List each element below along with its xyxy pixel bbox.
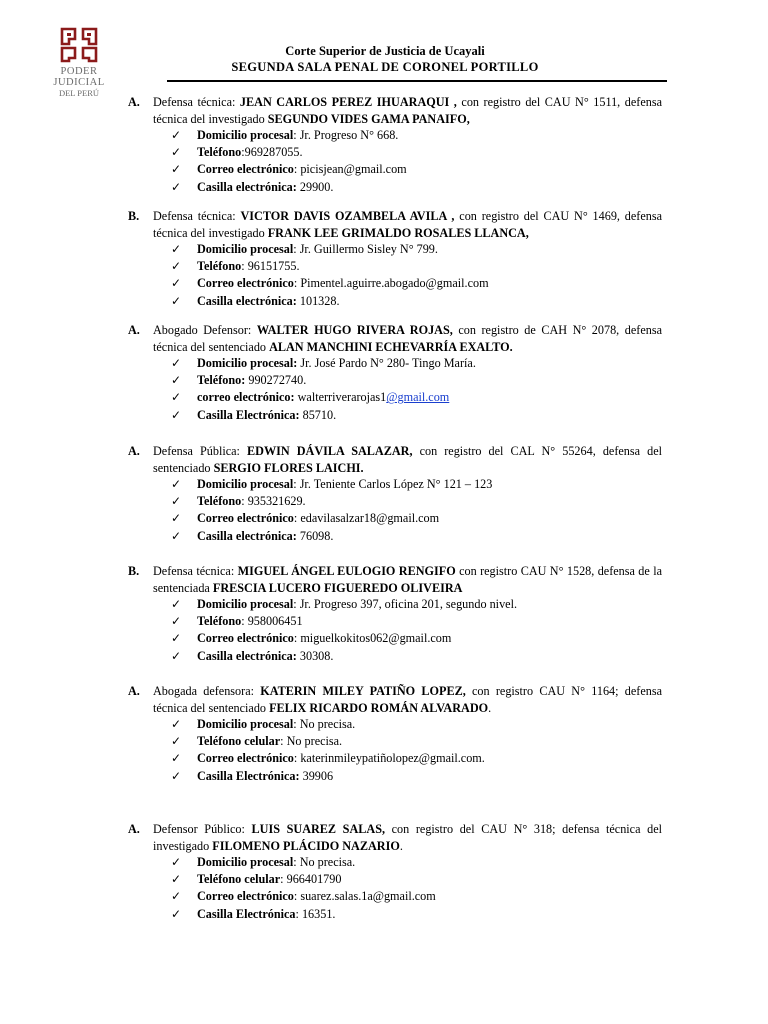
checkmark-icon: ✓: [171, 751, 182, 766]
client-name: FELIX RICARDO ROMÁN ALVARADO: [269, 700, 489, 715]
contact-value: Jr. Progreso N° 668.: [299, 128, 399, 142]
contact-label: Domicilio procesal: [197, 477, 294, 491]
contact-value: katerinmileypatiñolopez@gmail.com.: [300, 751, 485, 766]
entry-role: Abogado Defensor:: [153, 323, 257, 337]
defense-entry: [128, 563, 662, 665]
contact-separator: :: [293, 889, 301, 904]
contact-label: Correo electrónico: [197, 889, 294, 904]
header-divider: [167, 80, 667, 82]
checkmark-icon: ✓: [171, 855, 182, 869]
contact-separator: :: [293, 511, 301, 526]
contact-value: 101328.: [299, 293, 340, 308]
contact-item: [171, 476, 662, 493]
contact-value: 958006451: [247, 614, 303, 629]
contact-item: [171, 389, 662, 406]
checkmark-icon: ✓: [171, 276, 182, 291]
entry-letter: A.: [128, 323, 140, 337]
checkmark-icon: ✓: [171, 145, 182, 160]
contact-value: 39906: [302, 768, 334, 783]
entry-role: Defensa técnica:: [153, 209, 241, 223]
contact-label: Teléfono:: [197, 373, 246, 388]
entry-letter: A.: [128, 684, 140, 698]
entry-role: Defensor Público:: [153, 822, 252, 836]
checkmark-icon: ✓: [171, 906, 182, 921]
contact-list: [128, 241, 662, 310]
contact-value: walterriverarojas1: [297, 390, 387, 405]
contact-item: [171, 144, 662, 161]
entry-registration: con registro CAU N° 1164; defensa técnica del sentenciado: [153, 684, 662, 715]
contact-separator: :: [293, 242, 300, 256]
entry-registration: con registro del CAL N° 55264, defensa del sentenciado: [153, 444, 663, 475]
checkmark-icon: ✓: [171, 162, 182, 177]
contact-value: Jr. Progreso 397, oficina 201, segundo nivel.: [299, 597, 518, 611]
checkmark-icon: ✓: [171, 128, 182, 142]
contact-item: [171, 127, 662, 144]
checkmark-icon: ✓: [171, 356, 182, 370]
entry-paragraph: [128, 208, 662, 241]
defense-entry: [128, 94, 662, 196]
contact-separator: :: [241, 259, 248, 274]
lawyer-name: MIGUEL ÁNGEL EULOGIO RENGIFO: [237, 564, 456, 578]
contact-value: Jr. Teniente Carlos López N° 121 – 123: [299, 477, 493, 491]
contact-label: Casilla Electrónica:: [197, 407, 300, 422]
lawyer-name: KATERIN MILEY PATIÑO LOPEZ,: [260, 684, 466, 698]
contact-value: suarez.salas.1a@gmail.com: [300, 889, 436, 904]
contact-separator: :: [241, 494, 248, 509]
chamber-name: SEGUNDA SALA PENAL DE CORONEL PORTILLO: [231, 60, 539, 74]
contact-label: Domicilio procesal: [197, 128, 294, 142]
contact-value: picisjean@gmail.com: [300, 162, 407, 177]
contact-separator: :: [280, 734, 287, 749]
client-name: FRANK LEE GRIMALDO ROSALES LLANCA,: [267, 225, 529, 240]
contact-label: Correo electrónico: [197, 751, 294, 766]
contact-label: Domicilio procesal: [197, 597, 294, 611]
contact-value: edavilasalzar18@gmail.com: [300, 511, 440, 526]
entry-role: Defensa técnica:: [153, 95, 240, 109]
checkmark-icon: ✓: [171, 734, 182, 749]
entry-letter: B.: [128, 209, 140, 223]
contact-value: 29900.: [299, 179, 334, 194]
contact-item: [171, 888, 662, 905]
checkmark-icon: ✓: [171, 648, 182, 663]
defense-entry: [128, 443, 662, 545]
client-name: FILOMENO PLÁCIDO NAZARIO: [212, 838, 400, 853]
contact-item: [171, 493, 662, 510]
poder-judicial-logo: [34, 26, 124, 98]
entry-registration: con registro de CAH N° 2078, defensa técnica del sentenciado: [153, 323, 662, 354]
contact-separator: :: [293, 162, 301, 177]
contact-item: [171, 648, 662, 665]
contact-label: Casilla electrónica:: [197, 648, 297, 663]
contact-value: No precisa.: [299, 717, 356, 731]
checkmark-icon: ✓: [171, 528, 182, 543]
contact-item: [171, 596, 662, 613]
entry-letter: A.: [128, 822, 140, 836]
contact-item: [171, 854, 662, 871]
checkmark-icon: ✓: [171, 390, 182, 405]
checkmark-icon: ✓: [171, 373, 182, 388]
checkmark-icon: ✓: [171, 631, 182, 646]
defense-entry: [128, 208, 662, 310]
contact-item: [171, 871, 662, 888]
contact-list: [128, 355, 662, 424]
entry-role: Defensa técnica:: [153, 564, 238, 578]
entry-letter: A.: [128, 444, 140, 458]
contact-item: [171, 241, 662, 258]
entry-letter: A.: [128, 95, 140, 109]
contact-item: [171, 355, 662, 372]
contact-item: [171, 750, 662, 767]
entry-registration: con registro del CAU N° 1469, defensa técnica del investigado: [153, 209, 662, 240]
contact-separator: :: [293, 631, 301, 646]
contact-item: [171, 716, 662, 733]
contact-value: Jr. José Pardo N° 280- Tingo María.: [300, 356, 476, 370]
entry-registration: con registro del CAU N° 318; defensa técnica del investigado: [153, 822, 662, 853]
contact-value: No precisa.: [286, 734, 343, 749]
checkmark-icon: ✓: [171, 407, 182, 422]
email-link[interactable]: @gmail.com: [386, 390, 450, 405]
contact-label: Domicilio procesal: [197, 717, 294, 731]
checkmark-icon: ✓: [171, 259, 182, 274]
contact-label: Teléfono celular: [197, 734, 281, 749]
defense-entry: [128, 821, 662, 923]
contact-value: 96151755.: [247, 259, 300, 274]
checkmark-icon: ✓: [171, 511, 182, 526]
contact-value: 16351.: [301, 906, 336, 921]
entry-letter: B.: [128, 564, 140, 578]
contact-value: 990272740.: [248, 373, 307, 388]
contact-item: [171, 293, 662, 310]
contact-label: Teléfono: [197, 259, 242, 274]
contact-item: [171, 161, 662, 178]
entry-paragraph: [128, 683, 662, 716]
defense-entry: [128, 322, 662, 424]
contact-separator: :: [293, 597, 300, 611]
contact-item: [171, 528, 662, 545]
client-name: SEGUNDO VIDES GAMA PANAIFO,: [267, 111, 470, 126]
checkmark-icon: ✓: [171, 889, 182, 904]
checkmark-icon: ✓: [171, 494, 182, 509]
entry-registration: con registro CAU N° 1528, defensa de la sentenciada: [153, 564, 662, 595]
contact-label: Domicilio procesal: [197, 242, 294, 256]
contact-list: [128, 596, 662, 665]
contact-item: [171, 407, 662, 424]
client-name: ALAN MANCHINI ECHEVARRÍA EXALTO.: [269, 339, 513, 354]
contact-item: [171, 275, 662, 292]
checkmark-icon: ✓: [171, 597, 182, 611]
contact-separator: :: [293, 717, 300, 731]
contact-value: 935321629.: [247, 494, 306, 509]
contact-label: Domicilio procesal:: [197, 356, 298, 370]
contact-label: Teléfono: [197, 494, 242, 509]
lawyer-name: WALTER HUGO RIVERA ROJAS,: [256, 323, 453, 337]
entry-tail: .: [488, 700, 492, 715]
contact-item: [171, 613, 662, 630]
logo-text-line1: PODER JUDICIAL: [53, 66, 105, 88]
contact-list: [128, 127, 662, 196]
contact-label: Domicilio procesal: [197, 855, 294, 869]
contact-separator: :: [241, 145, 245, 160]
contact-separator: :: [295, 906, 302, 921]
checkmark-icon: ✓: [171, 242, 182, 256]
entry-tail: .: [399, 838, 403, 853]
contact-value: 85710.: [302, 407, 337, 422]
contact-separator: :: [293, 855, 300, 869]
contact-value: No precisa.: [299, 855, 356, 869]
contact-label: Casilla electrónica:: [197, 179, 297, 194]
lawyer-name: JEAN CARLOS PEREZ IHUARAQUI ,: [239, 95, 457, 109]
contact-value: 969287055.: [244, 145, 303, 160]
checkmark-icon: ✓: [171, 768, 182, 783]
entry-paragraph: [128, 322, 662, 355]
defense-entry: [128, 683, 662, 785]
checkmark-icon: ✓: [171, 477, 182, 491]
lawyer-name: LUIS SUAREZ SALAS,: [251, 822, 386, 836]
contact-item: [171, 179, 662, 196]
court-name: Corte Superior de Justicia de Ucayali: [285, 44, 485, 58]
contact-separator: :: [293, 477, 300, 491]
contact-separator: :: [293, 276, 301, 291]
checkmark-icon: ✓: [171, 293, 182, 308]
contact-item: [171, 630, 662, 647]
checkmark-icon: ✓: [171, 717, 182, 731]
contact-value: 966401790: [286, 872, 342, 887]
contact-value: Jr. Guillermo Sisley N° 799.: [299, 242, 438, 256]
contact-label: Correo electrónico: [197, 162, 294, 177]
contact-label: Teléfono: [197, 614, 242, 629]
contact-separator: :: [241, 614, 248, 629]
contact-label: Casilla electrónica:: [197, 528, 297, 543]
contact-label: Casilla Electrónica:: [197, 768, 300, 783]
client-name: FRESCIA LUCERO FIGUEREDO OLIVEIRA: [212, 580, 463, 595]
contact-value: 76098.: [299, 528, 334, 543]
lawyer-name: VICTOR DAVIS OZAMBELA AVILA ,: [240, 209, 455, 223]
contact-label: Correo electrónico: [197, 276, 294, 291]
poder-judicial-emblem-icon: [59, 26, 99, 64]
checkmark-icon: ✓: [171, 179, 182, 194]
contact-label: Correo electrónico: [197, 631, 294, 646]
client-name: SERGIO FLORES LAICHI.: [213, 460, 364, 475]
contact-item: [171, 768, 662, 785]
entry-paragraph: [128, 443, 662, 476]
contact-label: Casilla Electrónica: [197, 906, 296, 921]
entry-role: Defensa Pública:: [153, 444, 248, 458]
contact-value: Pimentel.aguirre.abogado@gmail.com: [300, 276, 489, 291]
contact-separator: :: [280, 872, 287, 887]
checkmark-icon: ✓: [171, 872, 182, 887]
logo-text-line2: DEL PERÚ: [58, 88, 100, 98]
contact-item: [171, 372, 662, 389]
contact-list: [128, 716, 662, 785]
contact-label: Casilla electrónica:: [197, 293, 297, 308]
entry-role: Abogada defensora:: [153, 684, 261, 698]
contact-label: Correo electrónico: [197, 511, 294, 526]
entry-paragraph: [128, 821, 662, 854]
contact-value: 30308.: [299, 648, 334, 663]
contact-list: [128, 854, 662, 923]
contact-list: [128, 476, 662, 545]
contact-value: miguelkokitos062@gmail.com: [300, 631, 452, 646]
contact-separator: :: [293, 751, 301, 766]
contact-item: [171, 510, 662, 527]
lawyer-name: EDWIN DÁVILA SALAZAR,: [247, 444, 413, 458]
contact-item: [171, 733, 662, 750]
contact-label: Teléfono: [197, 145, 242, 160]
contact-label: Teléfono celular: [197, 872, 281, 887]
contact-item: [171, 258, 662, 275]
entry-paragraph: [128, 563, 662, 596]
entry-paragraph: [128, 94, 662, 127]
contact-separator: :: [293, 128, 300, 142]
entry-registration: con registro del CAU N° 1511, defensa técnica del investigado: [153, 95, 662, 126]
contact-item: [171, 906, 662, 923]
checkmark-icon: ✓: [171, 614, 182, 629]
contact-label: correo electrónico:: [197, 390, 295, 405]
